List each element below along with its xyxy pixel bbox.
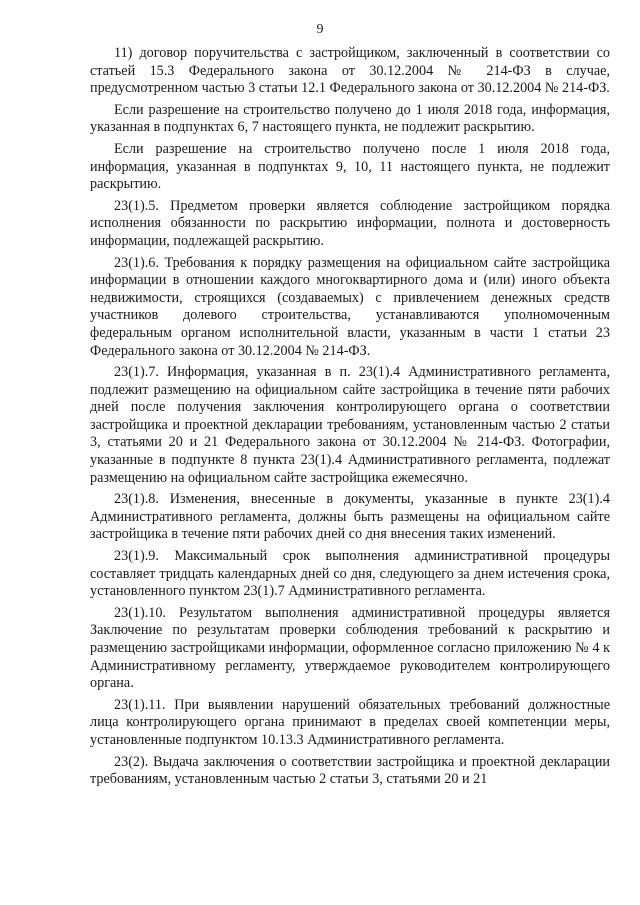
page-number: 9 — [316, 22, 324, 37]
paragraph-23-1-7: 23(1).7. Информация, указанная в п. 23(1).4 Административного регламента, подлежит размещению на официальном сайте застройщика в течение пяти рабочих дней после получения заключения контролирующего органа о соответствии застройщика и проектной декларации требованиям, установленным частью 2 статьи 3, статьями 20 и 21 Федерального закона от 30.12.2004 № 214-ФЗ. Фотографии, указанные в подпункте 8 пункта 23(1).4 Административного регламента, подлежат размещению на официальном сайте застройщика ежемесячно. — [90, 364, 610, 486]
paragraph-permit-before-2018: Если разрешение на строительство получено до 1 июля 2018 года, информация, указанная в подпунктах 6, 7 настоящего пункта, не подлежит раскрытию. — [90, 101, 610, 136]
document-body — [90, 45, 610, 793]
paragraph-item-11: 11) договор поручительства с застройщиком, заключенный в соответствии со статьей 15.3 Федерального закона от 30.12.2004 № 214-ФЗ в случае, предусмотренном частью 3 статьи 12.1 Федерального закона от 30.12.2004 № 214-ФЗ. — [90, 45, 610, 97]
paragraph-23-1-5: 23(1).5. Предметом проверки является соблюдение застройщиком порядка исполнения обязанности по раскрытию информации, полнота и достоверность информации, подлежащей раскрытию. — [90, 197, 610, 249]
paragraph-23-1-11: 23(1).11. При выявлении нарушений обязательных требований должностные лица контролирующего органа принимают в пределах своей компетенции меры, установленные подпунктом 10.13.3 Административного регламента. — [90, 696, 610, 748]
paragraph-23-1-9: 23(1).9. Максимальный срок выполнения административной процедуры составляет тридцать календарных дней со дня, следующего за днем истечения срока, установленного пунктом 23(1).7 Административного регламента. — [90, 548, 610, 600]
paragraph-23-1-6: 23(1).6. Требования к порядку размещения на официальном сайте застройщика информации в отношении каждого многоквартирного дома и (или) иного объекта недвижимости, строящихся (создаваемых) с привлечением денежных средств участников долевого строительства, устанавливаются уполномоченным федеральным органом исполнительной власти, указанным в части 1 статьи 23 Федерального закона от 30.12.2004 № 214-ФЗ. — [90, 254, 610, 359]
paragraph-23-2: 23(2). Выдача заключения о соответствии застройщика и проектной декларации требованиям, установленным частью 2 статьи 3, статьями 20 и 21 — [90, 753, 610, 788]
paragraph-23-1-10: 23(1).10. Результатом выполнения административной процедуры является Заключение по результатам проверки соблюдения требований к раскрытию и размещению застройщиками информации, оформленное согласно приложению № 4 к Административному регламенту, утверждаемое руководителем контролирующего органа. — [90, 604, 610, 692]
paragraph-permit-after-2018: Если разрешение на строительство получено после 1 июля 2018 года, информация, указанная в подпунктах 9, 10, 11 настоящего пункта, не подлежит раскрытию. — [90, 140, 610, 193]
paragraph-23-1-8: 23(1).8. Изменения, внесенные в документы, указанные в пункте 23(1).4 Административного регламента, должны быть размещены на официальном сайте застройщика в течение пяти рабочих дней со дня внесения таких изменений. — [90, 491, 610, 543]
